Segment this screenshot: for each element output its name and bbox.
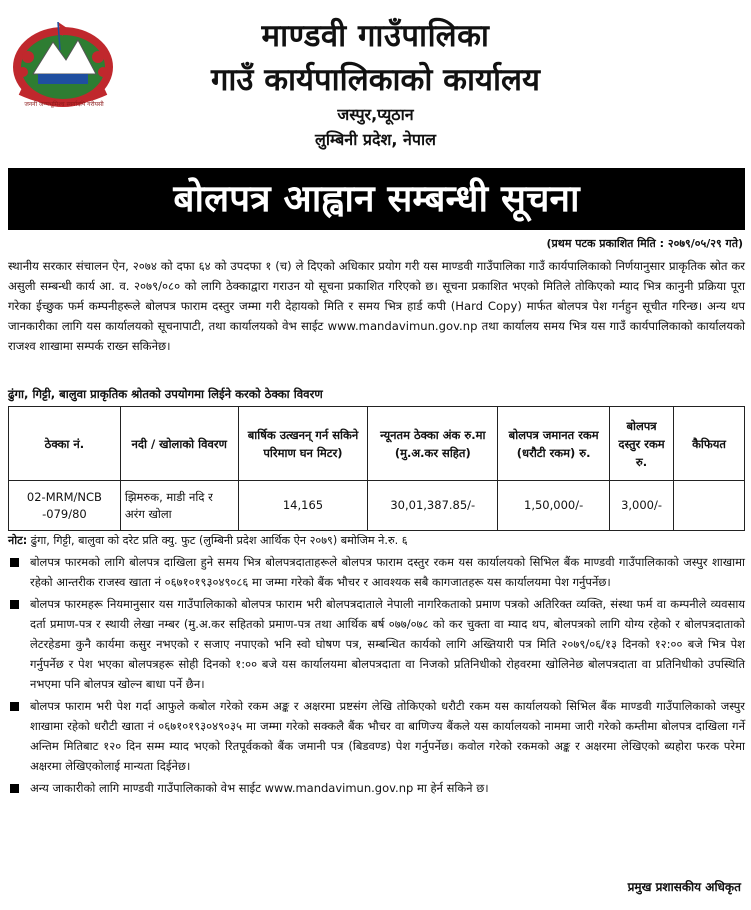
office-name: गाउँ कार्यपालिकाको कार्यालय [210,62,541,98]
list-item [8,594,745,694]
municipality-name: माण्डवी गाउँपालिका [261,18,490,54]
header [0,0,751,168]
cell-remarks [674,481,745,531]
province: लुम्बिनी प्रदेश, नेपाल [314,130,436,149]
list-item [8,696,745,776]
note [8,533,745,548]
conditions-list [8,552,745,800]
cell-contract-no: 02-MRM/NCB -079/80 [9,481,121,531]
publication-date: (प्रथम पटक प्रकाशित मिति : २०७९/०५/२९ गते) [546,237,743,250]
list-item [8,552,745,592]
header-quantity: बार्षिक उत्खनन् गर्न सकिने परिमाण घन मिटर) [238,407,368,481]
list-item-text: बोलपत्र फारमको लागि बोलपत्र दाखिला हुने समय भित्र बोलपत्रदाताहरूले बोलपत्र फाराम दस्तुर रकम यस कार्यालयको सिभिल बैंक माण्डवी गाउँपालिकाको जस्पुर शाखामा रहेको आन्तरीक राजस्व खाता नं ०६७१०१९३०४९०८६ मा जम्मा गरेको बैंक भौचर र आवश्यक सबै कागजातहरू यस कार्यालयमा पेश गर्नुपर्नेछ। [30,555,745,589]
note-label: नोट: [8,534,28,547]
square-bullet-icon [10,702,19,711]
list-item-text: बोलपत्र फाराम भरी पेश गर्दा आफुले कबोल गरेको रकम अङ्क र अक्षरमा प्रष्टसंग लेखि तोकिएको धरौटी रकम यस कार्यालयको सिभिल बैंक माण्डवी गाउँपालिकाको जस्पुर शाखामा रहेको धरौटी खाता नं ०६७१०१९३०४९०३५ मा जम्मा गरेको सक्कलै बैंक भौचर वा बाणिज्य बैंकले यस कार्यालयको नाममा जारी गरेको कम्तीमा बोलपत्र दाखिला गर्ने अन्तिम मितिबाट १२० दिन सम्म म्याद भएको रितपूर्वकको बैंक जमानी पत्र (बिडवण्ड) पेश गर्नुपर्नेछ। कवोल गरेको रकमको अङ्क र अक्षरमा लेखिएको ब्यहोरा फरक परेमा अक्षरमा लेखिएकोलाई मान्यता दिईनेछ। [30,699,745,773]
contract-table [8,406,745,531]
cell-deposit: 1,50,000/- [498,481,610,531]
header-fee: बोलपत्र दस्तुर रकम रु. [610,407,674,481]
cell-min-amount: 30,01,387.85/- [368,481,498,531]
section-heading: ढुंगा, गिट्टी, बालुवा प्राकृतिक श्रोतको उपयोगमा लिईने करको ठेक्का विवरण [8,387,323,401]
list-item-text: अन्य जाकारीको लागि माण्डवी गाउँपालिकाको वेभ साईट www.mandavimun.gov.np मा हेर्न सकिने छ। [30,781,489,795]
list-item-text: बोलपत्र फारमहरू नियमानुसार यस गाउँपालिकाको बोलपत्र फाराम भरी बोलपत्रदाताले नेपाली नागरिकताको प्रमाण पत्रको अतिरिक्त व्यक्ति, संस्था फर्म वा कम्पनीले व्यवसाय दर्ता प्रमाण-पत्र र स्थायी लेखा नम्बर (मु.अ.कर सहितको प्रमाण-पत्र तथा आर्थिक बर्ष ०७७/०७८ को कर चुक्ता वा म्याद थप, बोलपत्रको लागि योग्य रहेको र बोलपत्रदाताको लेटरहेडमा कुनै कार्यमा कसुर नभएको र सजाए नपाएको भनि स्वो घोषण पत्र, सम्बन्धित कार्यको लागि अख्तियारी पत्र मिति २०७९/०६/१३ दिनको १२:०० बजे भित्र पेश गर्नुपर्नेछ र पेश भएका बोलपत्रहरू सोही दिनको १:०० बजे यस कार्यालयमा बोलपत्रदाता वा निजको प्रतिनिधीको रोहवरमा खोलिनेछ बोलपत्रदाता वा प्रतिनिधीको उपस्थिति नभएमा पनि बोलपत्र खोल्न बाधा पर्ने छैन। [30,597,745,691]
square-bullet-icon [10,600,19,609]
location: जस्पुर,प्यूठान [337,105,414,124]
header-deposit: बोलपत्र जमानत रकम (धरौटी रकम) रु. [498,407,610,481]
notice-banner-title: बोलपत्र आह्वान सम्बन्धी सूचना [8,168,745,230]
table-row [9,481,745,531]
intro-paragraph: स्थानीय सरकार संचालन ऐन, २०७४ को दफा ६४ को उपदफा १ (च) ले दिएको अधिकार प्रयोग गरी यस माण्डवी गाउँपालिका गाउँ कार्यपालिकाको निर्णयानुसार प्राकृतिक स्रोत कर असुली सम्बन्धी कार्य आ. व. २०७९/०८० को लागि ठेक्काद्वारा गराउन यो सूचना प्रकाशित गरिएको छ। सूचना प्रकाशित भएको मितिले तोकिएको म्याद भित्र कानुनी प्रक्रिया पूरा गरेका ईच्छुक फर्म कम्पनीहरूले बोलपत्र फाराम दस्तुर जम्मा गरी देहायको मिति र समय भित्र हार्ड कपी (Hard Copy) मार्फत बोलपत्र पेश गर्नहुन सूचीत गरिन्छ। अन्य थप जानकारीका लागि यस कार्यालयको सूचनापाटी, तथा कार्यालयको वेभ साईट www.mandavimun.gov.np तथा कार्यालय समय भित्र यस गाउँ कार्यपालिकाको कार्यालयको राजश्व शाखामा सम्पर्क राख्न सकिनेछ। [8,259,745,353]
square-bullet-icon [10,558,19,567]
signature-title: प्रमुख प्रशासकीय अधिकृत [627,880,741,894]
square-bullet-icon [10,784,19,793]
table-header-row [9,407,745,481]
cell-fee: 3,000/- [610,481,674,531]
cell-river: झिमरुक, माडी नदि र अरंग खोला [120,481,238,531]
header-river: नदी / खोलाको विवरण [120,407,238,481]
list-item [8,778,745,798]
note-text: ढुंगा, गिट्टी, बालुवा को दरेट प्रति क्यु. फुट (लुम्बिनी प्रदेश आर्थिक ऐन २०७९) बमोजिम ने.रु. ६ [27,534,408,547]
header-remarks: कैफियत [674,407,745,481]
emblem-caption: जननी जन्मभूमिश्च स्वर्गादपि गरीयसी [24,101,104,108]
header-contract-no: ठेक्का नं. [9,407,121,481]
header-min-amount: न्यूनतम ठेक्का अंक रु.मा (मु.अ.कर सहित) [368,407,498,481]
cell-quantity: 14,165 [238,481,368,531]
